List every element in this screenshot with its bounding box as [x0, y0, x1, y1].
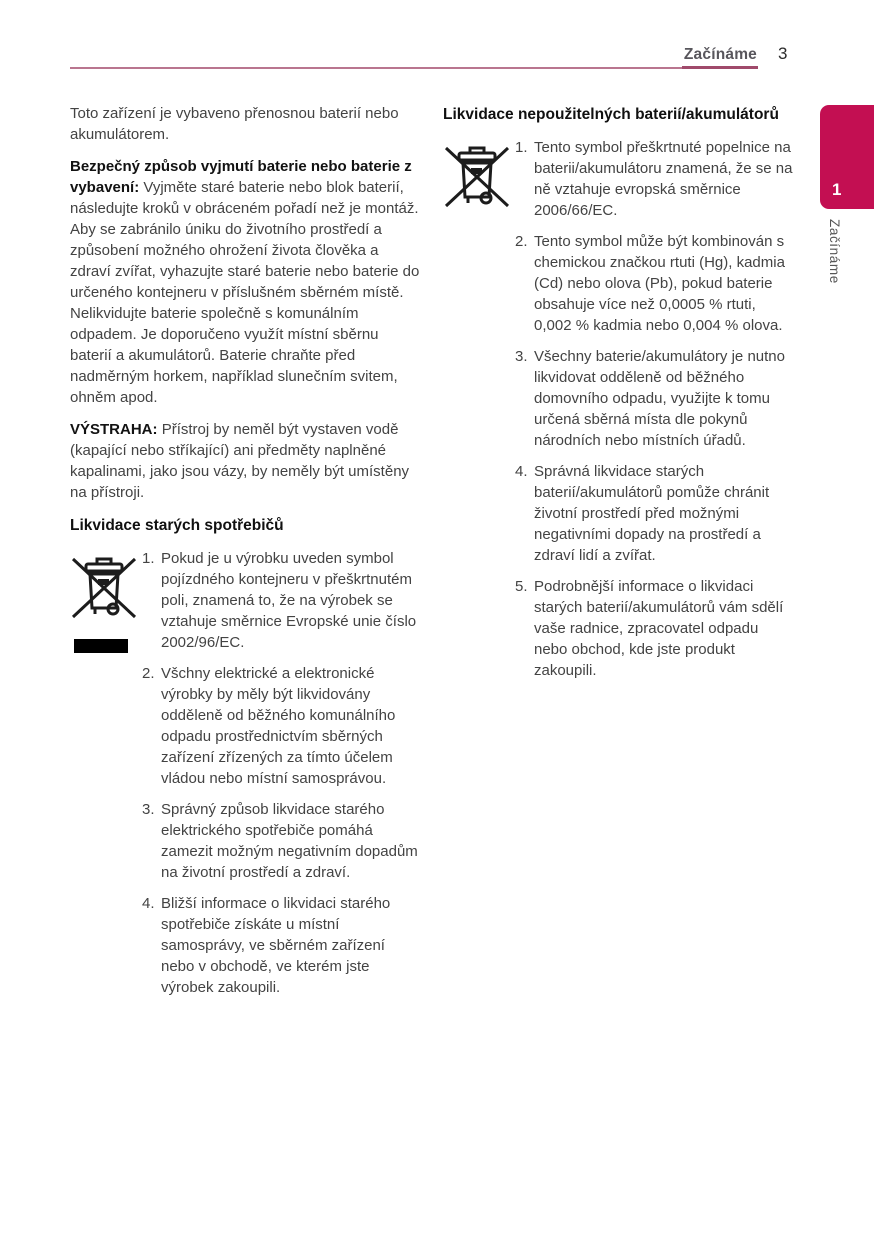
- weee-crossed-bin-icon: [70, 551, 138, 653]
- list-item: [515, 576, 793, 681]
- list-number: 1.: [142, 550, 155, 567]
- header-rule-accent: [682, 66, 758, 69]
- list-text: Tento symbol může být kombinován s chemickou značkou rtuti (Hg), kadmia (Cd) nebo olova (Pb), pokud baterie obsahuje více než 0,0005 % rtuti, 0,002 % kadmia nebo 0,004 % olova.: [534, 233, 785, 334]
- list-number: 3.: [515, 348, 528, 365]
- chapter-number: 1: [832, 180, 842, 199]
- list-item: [515, 137, 793, 221]
- header-section-title: Začínáme: [683, 46, 757, 63]
- list-item: [515, 461, 793, 566]
- warning-paragraph: [70, 419, 420, 503]
- list-text: Správná likvidace starých baterií/akumulátorů pomůže chránit životní prostředí před možnými negativními dopady na prostředí a zdraví lidí a zvířat.: [534, 463, 770, 564]
- chapter-tab-label: Začínáme: [827, 219, 842, 284]
- list-number: 5.: [515, 578, 528, 595]
- list-item: [142, 548, 420, 653]
- list-text: Bližší informace o likvidaci starého spotřebiče získáte u místní samosprávy, ve sběrném zařízení nebo v obchodě, ve kterém jste výrobek zakoupili.: [161, 895, 391, 996]
- list-item: [515, 231, 793, 336]
- list-text: Všechny baterie/akumulátory je nutno likvidovat odděleně od běžného domovního odpadu, využijte k tomu určená sběrná místa dle pokynů národních nebo místních úřadů.: [534, 348, 785, 449]
- list-item: [142, 799, 420, 883]
- intro-paragraph: Toto zařízení je vybaveno přenosnou baterií nebo akumulátorem.: [70, 105, 399, 143]
- weee-date-bar: [74, 639, 128, 653]
- battery-removal-lead: Bezpečný způsob vyjmutí baterie nebo baterie z vybavení:: [70, 158, 412, 196]
- list-text: Všchny elektrické a elektronické výrobky by měly být likvidovány odděleně od běžného komunálního odpadu prostřednictvím sběrných zařízení zřízených za tímto účelem vládou nebo místní samosprávou.: [161, 665, 396, 787]
- batteries-heading: Likvidace nepoužitelných baterií/akumulátorů: [443, 106, 779, 123]
- list-number: 2.: [515, 233, 528, 250]
- batteries-block: [443, 137, 793, 681]
- old-appliances-block: [70, 548, 420, 998]
- old-appliances-list: [142, 548, 420, 998]
- list-item: [515, 346, 793, 451]
- battery-weee-crossed-bin-icon: [443, 140, 511, 220]
- header-rule: [70, 67, 758, 69]
- left-column: [70, 103, 420, 1008]
- old-appliances-heading: Likvidace starých spotřebičů: [70, 517, 284, 534]
- list-text: Správný způsob likvidace starého elektrického spotřebiče pomáhá zamezit možným negativním dopadům na životní prostředí a zdraví.: [161, 801, 418, 881]
- battery-removal-paragraph: [70, 156, 420, 408]
- list-number: 4.: [515, 463, 528, 480]
- list-item: [142, 663, 420, 789]
- page-number: 3: [778, 44, 788, 63]
- list-text: Tento symbol přeškrtnuté popelnice na baterii/akumulátoru znamená, že se na ně vztahuje evropská směrnice 2006/66/EC.: [534, 139, 793, 219]
- battery-removal-body: Vyjměte staré baterie nebo blok baterií, následujte kroků v obráceném pořadí než je montáž. Aby se zabránilo úniku do životního prostředí a způsobení možného ohrožení života člověka a zdraví zvířat, vyhazujte staré baterie nebo baterie do určeného kontejneru v příslušném sběrném místě. Nelikvidujte baterie společně s komunálním odpadem. Je doporučeno využít místní sběrnu baterií a akumulátorů. Baterie chraňte před nadměrným horkem, například slunečním svitem, ohněm apod.: [70, 179, 420, 406]
- list-number: 2.: [142, 665, 155, 682]
- chapter-tab: [820, 105, 874, 209]
- list-text: Pokud je u výrobku uveden symbol pojízdného kontejneru v přeškrtnutém poli, znamená to, že na výrobek se vztahuje směrnice Evropské unie číslo 2002/96/EC.: [161, 550, 417, 651]
- list-item: [142, 893, 420, 998]
- batteries-list: [515, 137, 793, 681]
- list-number: 4.: [142, 895, 155, 912]
- list-number: 3.: [142, 801, 155, 818]
- right-column: [443, 103, 793, 691]
- warning-lead: VÝSTRAHA:: [70, 421, 158, 438]
- warning-body: Přístroj by neměl být vystaven vodě (kapající nebo stříkající) ani předměty naplněné kapalinami, jako jsou vázy, by neměly být umístěny na přístroji.: [70, 421, 410, 501]
- list-number: 1.: [515, 139, 528, 156]
- list-text: Podrobnější informace o likvidaci starých baterií/akumulátorů vám sdělí vaše radnice, zpracovatel odpadu nebo obchod, kde jste produkt zakoupili.: [534, 578, 784, 679]
